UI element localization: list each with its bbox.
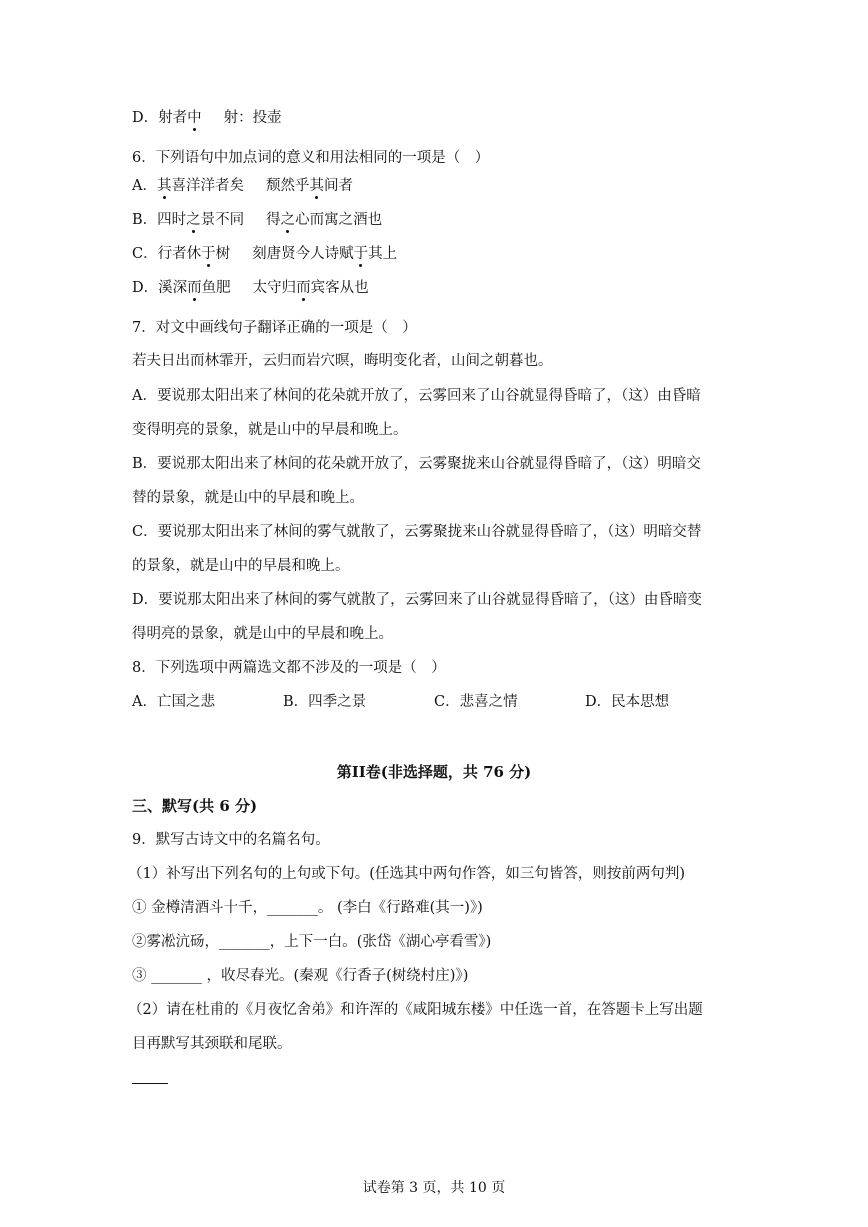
q6-option-b [132,210,382,230]
option-text: 鱼肥 [201,280,231,296]
q6-option-a [132,176,353,196]
q8-option-c: C．悲喜之情 [434,694,518,710]
q8-option-b: B．四季之景 [283,694,367,710]
dotted-char: 于 [201,246,216,262]
option-text: 太守归 [252,280,297,296]
option-text: 颓然乎 [265,178,310,194]
q9-item3: ③ _______ ，收尽春光。(秦观《行香子(树绕村庄)》) [132,968,469,984]
option-text: 宾客从也 [310,280,369,296]
dotted-char: 其 [156,178,172,194]
q9-sub1: （1）补写出下列名句的上句或下句。(任选其中两句作答，如三句皆答，则按前两句判) [128,866,686,882]
q8-option-d: D．民本思想 [585,694,670,710]
q9-sub2-line1: （2）请在杜甫的《月夜忆舍弟》和许浑的《咸阳城东楼》中任选一首，在答题卡上写出题 [128,1002,703,1018]
q7-option-d-line2: 得明亮的景象，就是山中的早晨和晚上。 [132,626,393,642]
q7-stem: 7．对文中画线句子翻译正确的一项是（ ） [132,320,417,336]
option-text: D．溪深 [132,280,188,296]
q8-stem: 8．下列选项中两篇选文都不涉及的一项是（ ） [132,660,446,676]
q9-item2: ②雾凇沆砀，_______，上下一白。(张岱《湖心亭看雪》) [132,934,492,950]
dotted-char: 而 [296,280,311,296]
q7-sentence: 若夫日出而林霏开，云归而岩穴暝，晦明变化者，山间之朝暮也。 [132,353,553,369]
option-text: 间者 [323,178,353,194]
option-label: A． [132,178,157,194]
option-text: 喜洋洋者矣 [171,178,244,194]
q9-sub2-line2: 目再默写其颈联和尾联。 [132,1036,292,1052]
dotted-char: 而 [187,280,202,296]
dotted-char: 中 [187,110,202,126]
part2-title: 第II卷(非选择题，共 76 分) [336,763,532,781]
q7-option-b-line1: B．要说那太阳出来了林间的花朵就开放了，云雾聚拢来山谷就显得昏暗了，（这）明暗交 [132,456,701,472]
dotted-char: 之 [186,212,201,228]
q9-item1: ① 金樽清酒斗十千，_______。 (李白《行路难(其一)》) [132,900,483,916]
q9-stem: 9．默写古诗文中的名篇名句。 [132,832,330,848]
q8-option-a: A．亡国之悲 [132,694,215,710]
option-text: 刻唐贤今人诗赋 [252,246,354,262]
option-text: C．行者休 [132,246,202,262]
q7-option-c-line2: 的景象，就是山中的早晨和晚上。 [132,558,350,574]
q5-d-gloss: 射：投壶 [223,110,282,126]
q5-option-d [132,108,282,128]
page-footer: 试卷第 3 页，共 10 页 [362,1180,506,1196]
option-text: 得 [266,212,281,228]
answer-line [132,1083,168,1084]
option-text: 树 [215,246,231,262]
q5-d-text: D．射者 [132,110,188,126]
q7-option-a-line1: A．要说那太阳出来了林间的花朵就开放了，云雾回来了山谷就显得昏暗了，（这）由昏暗 [132,388,701,404]
option-text: 其上 [368,246,398,262]
q7-option-a-line2: 变得明亮的景象，就是山中的早晨和晚上。 [132,422,408,438]
option-text: 景不同 [200,212,245,228]
dotted-char: 之 [280,212,296,228]
q6-option-c [132,244,397,264]
q6-option-d [132,278,369,298]
q6-stem: 6．下列语句中加点词的意义和用法相同的一项是（ ） [132,150,490,166]
option-text: 心而寓之酒也 [295,212,383,228]
section3-title: 三、默写(共 6 分) [132,797,258,815]
option-text: B．四时 [132,212,187,228]
q7-option-d-line1: D．要说那太阳出来了林间的雾气就散了，云雾回来了山谷就显得昏暗了，（这）由昏暗变 [132,592,702,608]
dotted-char: 于 [353,246,369,262]
q7-option-b-line2: 替的景象，就是山中的早晨和晚上。 [132,490,364,506]
dotted-char: 其 [309,178,324,194]
q7-option-c-line1: C．要说那太阳出来了林间的雾气就散了，云雾聚拢来山谷就显得昏暗了，（这）明暗交替 [132,524,702,540]
